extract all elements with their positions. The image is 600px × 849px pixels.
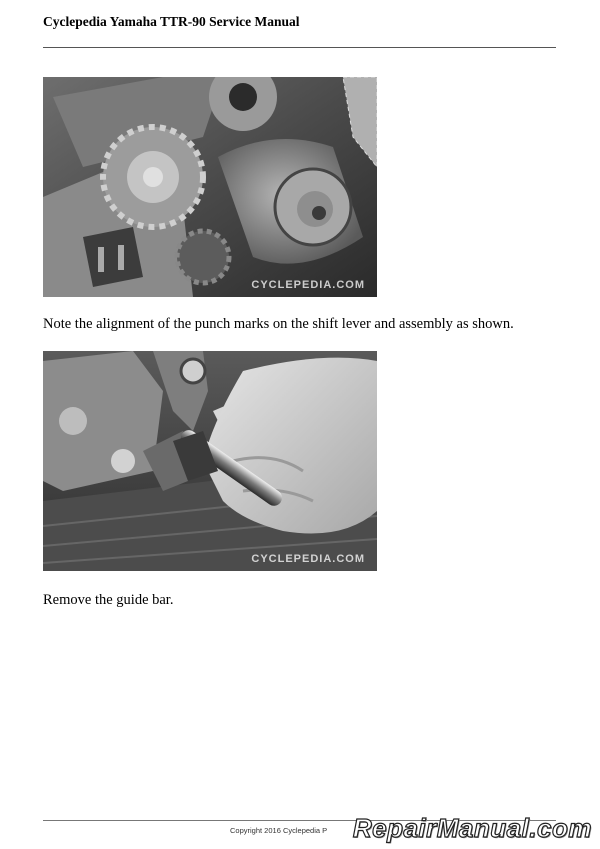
- site-logo: RepairManual.com: [352, 813, 592, 843]
- header-divider: [43, 47, 556, 48]
- footer-copyright: Copyright 2016 Cyclepedia P: [230, 826, 328, 835]
- photo-remove-guide-bar: [43, 351, 377, 571]
- caption-punch-marks: Note the alignment of the punch marks on the shift lever and assembly as shown.: [43, 316, 514, 332]
- photo-watermark: CYCLEPEDIA.COM: [251, 279, 365, 291]
- caption-remove-guide-bar: Remove the guide bar.: [43, 592, 174, 608]
- photo-watermark: CYCLEPEDIA.COM: [251, 553, 365, 565]
- photo-shift-lever-punch-marks: [43, 77, 377, 297]
- manual-title: Cyclepedia Yamaha TTR-90 Service Manual: [43, 14, 300, 29]
